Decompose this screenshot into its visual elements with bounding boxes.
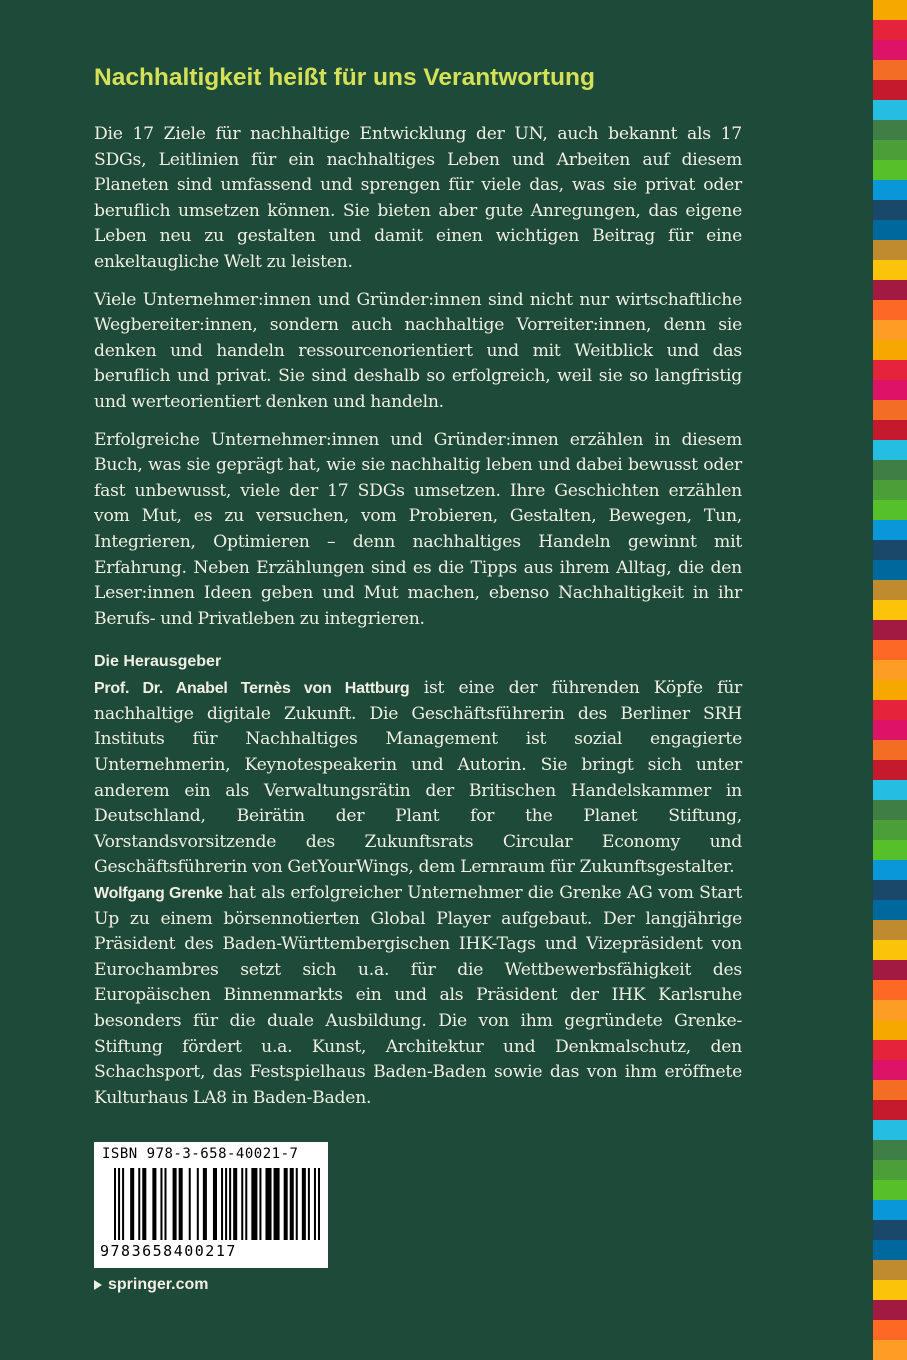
barcode-bar <box>164 1168 166 1240</box>
cover-text <box>94 62 742 1111</box>
sdg-color-stripes <box>873 0 907 1360</box>
color-stripe <box>873 340 907 360</box>
barcode-bar <box>302 1168 306 1240</box>
barcode-bar <box>265 1168 271 1240</box>
color-stripe <box>873 20 907 40</box>
color-stripe <box>873 620 907 640</box>
color-stripe <box>873 920 907 940</box>
color-stripe <box>873 480 907 500</box>
color-stripe <box>873 1100 907 1120</box>
color-stripe <box>873 520 907 540</box>
color-stripe <box>873 40 907 60</box>
barcode-bar <box>122 1168 124 1240</box>
color-stripe <box>873 880 907 900</box>
color-stripe <box>873 1340 907 1360</box>
color-stripe <box>873 300 907 320</box>
color-stripe <box>873 140 907 160</box>
barcode-bar <box>203 1168 207 1240</box>
barcode-bar <box>221 1168 223 1240</box>
color-stripe <box>873 500 907 520</box>
publisher-link[interactable] <box>94 1276 208 1294</box>
color-stripe <box>873 760 907 780</box>
color-stripe <box>873 1240 907 1260</box>
color-stripe <box>873 700 907 720</box>
color-stripe <box>873 580 907 600</box>
color-stripe <box>873 160 907 180</box>
barcode-bar <box>318 1168 320 1240</box>
color-stripe <box>873 460 907 480</box>
color-stripe <box>873 940 907 960</box>
barcode-bar <box>179 1168 183 1240</box>
color-stripe <box>873 560 907 580</box>
color-stripe <box>873 220 907 240</box>
barcode-digits: 9783658400217 <box>100 1242 237 1260</box>
color-stripe <box>873 80 907 100</box>
color-stripe <box>873 780 907 800</box>
editors-heading: Die Herausgeber <box>94 653 222 671</box>
barcode-bar <box>284 1168 288 1240</box>
barcode-bar <box>296 1168 298 1240</box>
color-stripe <box>873 840 907 860</box>
barcode-bar <box>130 1168 134 1240</box>
color-stripe <box>873 1260 907 1280</box>
color-stripe <box>873 1320 907 1340</box>
barcode-bar <box>274 1168 280 1240</box>
color-stripe <box>873 400 907 420</box>
color-stripe <box>873 60 907 80</box>
color-stripe <box>873 1180 907 1200</box>
barcode-bar <box>233 1168 237 1240</box>
isbn-barcode <box>94 1142 328 1268</box>
color-stripe <box>873 1300 907 1320</box>
color-stripe <box>873 640 907 660</box>
barcode-bar <box>290 1168 294 1240</box>
barcode-bar <box>189 1168 191 1240</box>
color-stripe <box>873 280 907 300</box>
barcode-bar <box>225 1168 227 1240</box>
color-stripe <box>873 380 907 400</box>
color-stripe <box>873 720 907 740</box>
color-stripe <box>873 420 907 440</box>
barcode-bar <box>114 1168 116 1240</box>
isbn-label: ISBN 978-3-658-40021-7 <box>102 1146 299 1162</box>
color-stripe <box>873 1060 907 1080</box>
color-stripe <box>873 1160 907 1180</box>
color-stripe <box>873 600 907 620</box>
color-stripe <box>873 100 907 120</box>
barcode-bar <box>229 1168 231 1240</box>
barcode-bar <box>314 1168 316 1240</box>
color-stripe <box>873 360 907 380</box>
color-stripe <box>873 260 907 280</box>
color-stripe <box>873 1140 907 1160</box>
barcode-bar <box>142 1168 146 1240</box>
color-stripe <box>873 0 907 20</box>
color-stripe <box>873 1200 907 1220</box>
barcode-bar <box>241 1168 243 1240</box>
color-stripe <box>873 120 907 140</box>
editor-bio-grenke <box>94 881 742 1111</box>
color-stripe <box>873 820 907 840</box>
color-stripe <box>873 860 907 880</box>
color-stripe <box>873 320 907 340</box>
cover-title: Nachhaltigkeit heißt für uns Verantwortung <box>94 64 595 91</box>
color-stripe <box>873 200 907 220</box>
barcode-bar <box>197 1168 199 1240</box>
editor-bio-text: ist eine der führenden Köpfe für nachhaltige digitale Zukunft. Die Geschäftsführerin des Berliner SRH Instituts für Nachhaltiges Management ist sozial engagierte Unternehmerin, Keynotespeakerin und Autorin. Sie bringt sich unter anderem ein als Verwaltungsrätin der Britischen Handelskammer in Deutschland, Beirätin der Plant for the Planet Stiftung, Vorstandsvorsitzende des Zukunftsrats Circular Economy und Geschäftsführerin von GetYourWings, dem Lernraum für Zukunftsgestalter. <box>94 678 742 878</box>
editor-bio-text: hat als erfolgreicher Unternehmer die Grenke AG vom Start Up zu einem börsennotierten Global Player aufgebaut. Der langjährige Präsident des Baden-Württembergischen IHK-Tags und Vizepräsident von Eurochambres setzt sich u.a. für die Wettbewerbsfähigkeit des Europäischen Binnenmarkts ein und als Präsident der IHK Karlsruhe besonders für die duale Ausbildung. Die von ihm gegründete Grenke-Stiftung fördert u.a. Kunst, Architektur und Denkmalschutz, den Schachsport, das Festspielhaus Baden-Baden sowie das von ihm eröffnete Kulturhaus LA8 in Baden-Baden. <box>94 883 742 1108</box>
editor-bio-ternes <box>94 676 742 881</box>
barcode-bar <box>152 1168 156 1240</box>
blurb-paragraph-2: Viele Unternehmer:innen und Gründer:innen sind nicht nur wirtschaftliche Wegbereiter:innen, sondern auch nachhaltige Vorreiter:innen, denn sie denken und handeln ressourcenorientiert und mit Weitblick und das beruflich und privat. Sie sind deshalb so erfolgreich, weil sie so langfristig und werteorientiert denken und handeln. <box>94 289 742 412</box>
color-stripe <box>873 1000 907 1020</box>
barcode-bar <box>308 1168 310 1240</box>
color-stripe <box>873 540 907 560</box>
editor-name: Wolfgang Grenke <box>94 885 223 903</box>
blurb-paragraph-3: Erfolgreiche Unternehmer:innen und Gründer:innen erzählen in diesem Buch, was sie geprägt hat, wie sie nachhaltig leben und dabei bewusst oder fast unbewusst, viele der 17 SDGs umsetzen. Ihre Geschichten erzählen vom Mut, es zu versuchen, vom Probieren, Gestalten, Bewegen, Tun, Integrieren, Optimieren – denn nachhaltiges Handeln gewinnt mit Erfahrung. Neben Erzählungen sind es die Tipps aus ihrem Alltag, die den Leser:innen Ideen geben und Mut machen, ebenso Nachhaltigkeit in ihr Berufs- und Privatleben zu integrieren. <box>94 429 742 629</box>
color-stripe <box>873 1220 907 1240</box>
color-stripe <box>873 1280 907 1300</box>
barcode-bar <box>259 1168 261 1240</box>
barcode-bar <box>173 1168 177 1240</box>
barcode-bars <box>114 1168 320 1240</box>
publisher-link-text: springer.com <box>108 1276 209 1293</box>
color-stripe <box>873 1040 907 1060</box>
color-stripe <box>873 1020 907 1040</box>
barcode-bar <box>138 1168 140 1240</box>
color-stripe <box>873 240 907 260</box>
barcode-bar <box>118 1168 120 1240</box>
barcode-bar <box>213 1168 217 1240</box>
color-stripe <box>873 740 907 760</box>
color-stripe <box>873 180 907 200</box>
barcode-bar <box>245 1168 247 1240</box>
color-stripe <box>873 980 907 1000</box>
arrow-right-icon <box>94 1280 102 1290</box>
editor-name: Prof. Dr. Anabel Ternès von Hattburg <box>94 680 410 698</box>
color-stripe <box>873 900 907 920</box>
color-stripe <box>873 960 907 980</box>
barcode-bar <box>251 1168 257 1240</box>
color-stripe <box>873 660 907 680</box>
blurb-paragraph-1: Die 17 Ziele für nachhaltige Entwicklung der UN, auch bekannt als 17 SDGs, Leitlinien für ein nachhaltiges Leben und Arbeiten auf diesem Planeten sind umfassend und sprengen für viele das, was sie privat oder beruflich umsetzen können. Sie bieten aber gute Anregungen, das eigene Leben neu zu gestalten und damit einen wichtigen Beitrag für eine enkeltaugliche Welt zu leisten. <box>94 124 742 272</box>
color-stripe <box>873 800 907 820</box>
color-stripe <box>873 680 907 700</box>
color-stripe <box>873 1120 907 1140</box>
color-stripe <box>873 440 907 460</box>
barcode-bar <box>160 1168 162 1240</box>
color-stripe <box>873 1080 907 1100</box>
